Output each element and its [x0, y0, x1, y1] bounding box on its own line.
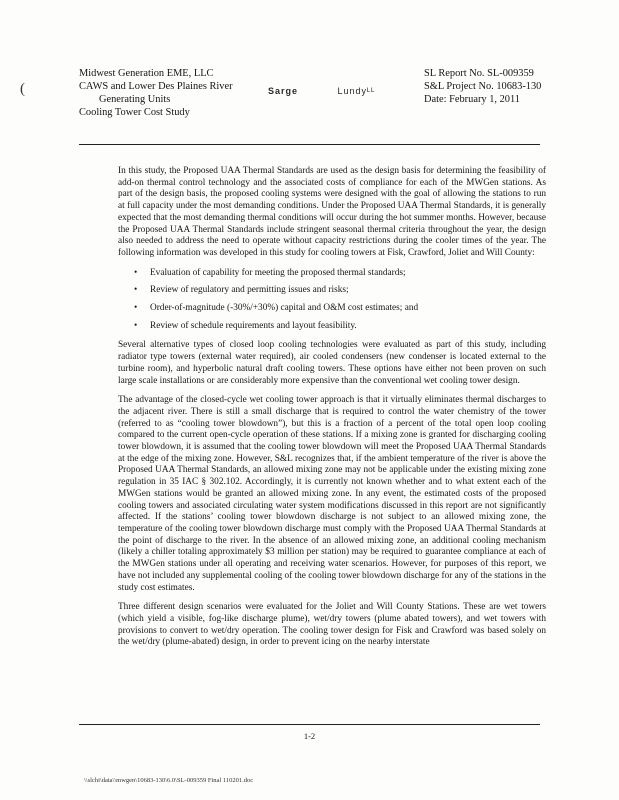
logo-word-1: Sarge — [268, 86, 299, 96]
header-left — [79, 67, 279, 119]
list-item: • Review of regulatory and permitting issues and risks; — [150, 285, 546, 297]
deliverables-list — [118, 268, 546, 333]
footer-rule — [79, 724, 540, 725]
body-text — [118, 166, 546, 657]
closed-cycle-paragraph: The advantage of the closed-cycle wet cooling tower approach is that it virtually eliminates thermal discharges to the adjacent river. There is still a small discharge that is required to control the water chemistry of the tower (referred to as “cooling tower blowdown”), but this is a fraction of a percent of the total open loop cooling compared to the current open-cycle operation of these stations. If a mixing zone is granted for discharging cooling tower blowdown, it is assumed that the cooling tower blowdown will meet the Proposed UAA Thermal Standards at the edge of the mixing zone. However, S&L recognizes that, if the ambient temperature of the river is above the Proposed UAA Thermal Standards, an allowed mixing zone may not be applicable under the existing mixing zone regulation in 35 IAC § 302.102. Accordingly, it is currently not known whether and to what extent each of the MWGen stations would be granted an allowed mixing zone. In any event, the estimated costs of the proposed cooling towers and associated circulating water system modifications discussed in this report are not significantly affected. If the stations’ cooling tower blowdown discharge is not subject to an allowed mixing zone, the temperature of the cooling tower blowdown discharge must comply with the Proposed UAA Thermal Standards at the point of discharge to the river. In the absence of an allowed mixing zone, an additional cooling mechanism (likely a chiller totaling approximately $3 million per station) may be required to guarantee compliance at each of the MWGen stations under all operating and receiving water scenarios. However, for purposes of this report, we have not included any supplemental cooling of the cooling tower blowdown discharge for any of the stations in the study cost estimates. — [118, 395, 546, 593]
list-item: • Order-of-magnitude (-30%/+30%) capital and O&M cost estimates; and — [150, 303, 546, 315]
project-line: CAWS and Lower Des Plaines River — [79, 81, 233, 92]
design-scenarios-paragraph: Three different design scenarios were evaluated for the Joliet and Will County Stations. These are wet towers (which yield a visible, fog-like discharge plume), wet/dry towers (plume abated towers), and wet towers with provisions to convert to wet/dry operation. The cooling tower design for Fisk and Crawford was based solely on the wet/dry (plume-abated) design, in order to prevent icing on the nearby interstate — [118, 602, 546, 648]
list-item: • Review of schedule requirements and layout feasibility. — [150, 321, 546, 333]
logo-word-2: Lundyᴸᴸ — [337, 86, 376, 96]
report-number: SL Report No. SL-009359 — [424, 68, 534, 79]
report-date: Date: February 1, 2011 — [424, 94, 520, 105]
technologies-paragraph: Several alternative types of closed loop cooling technologies were evaluated as part of this study, including radiator type towers (external water required), air cooled condensers (new condenser is located external to the turbine room), and hyperbolic natural draft cooling towers. These options have either not been proven on such large scale installations or are considerably more expensive than the conventional wet cooling tower design. — [118, 340, 546, 386]
project-number: S&L Project No. 10683-130 — [424, 81, 542, 92]
list-item: • Evaluation of capability for meeting the proposed thermal standards; — [150, 268, 546, 280]
margin-mark: ( — [20, 81, 25, 97]
header-right — [424, 67, 594, 106]
company-name: Midwest Generation EME, LLC — [79, 68, 214, 79]
sargent-lundy-logo — [268, 86, 375, 96]
study-title: Cooling Tower Cost Study — [79, 107, 190, 118]
file-path: \\slchi\data\\mwgen\10683-130\6.0\SL-009359 Final 110201.doc — [84, 777, 254, 784]
project-line-2: Generating Units — [99, 94, 171, 105]
header-rule — [79, 144, 540, 145]
page-number: 1-2 — [303, 731, 316, 741]
intro-paragraph: In this study, the Proposed UAA Thermal Standards are used as the design basis for determining the feasibility of add-on thermal control technology and the associated costs of compliance for each of the MWGen stations. As part of the design basis, the proposed cooling systems were designed with the goal of allowing the stations to run at full capacity under the most demanding conditions. Under the Proposed UAA Thermal Standards, it is generally expected that the most demanding thermal conditions will occur during the hot summer months. However, because the Proposed UAA Thermal Standards include stringent seasonal thermal criteria throughout the year, the design also needed to address the need to operate without capacity restrictions during the cooler times of the year. The following information was developed in this study for cooling towers at Fisk, Crawford, Joliet and Will County: — [118, 166, 546, 258]
